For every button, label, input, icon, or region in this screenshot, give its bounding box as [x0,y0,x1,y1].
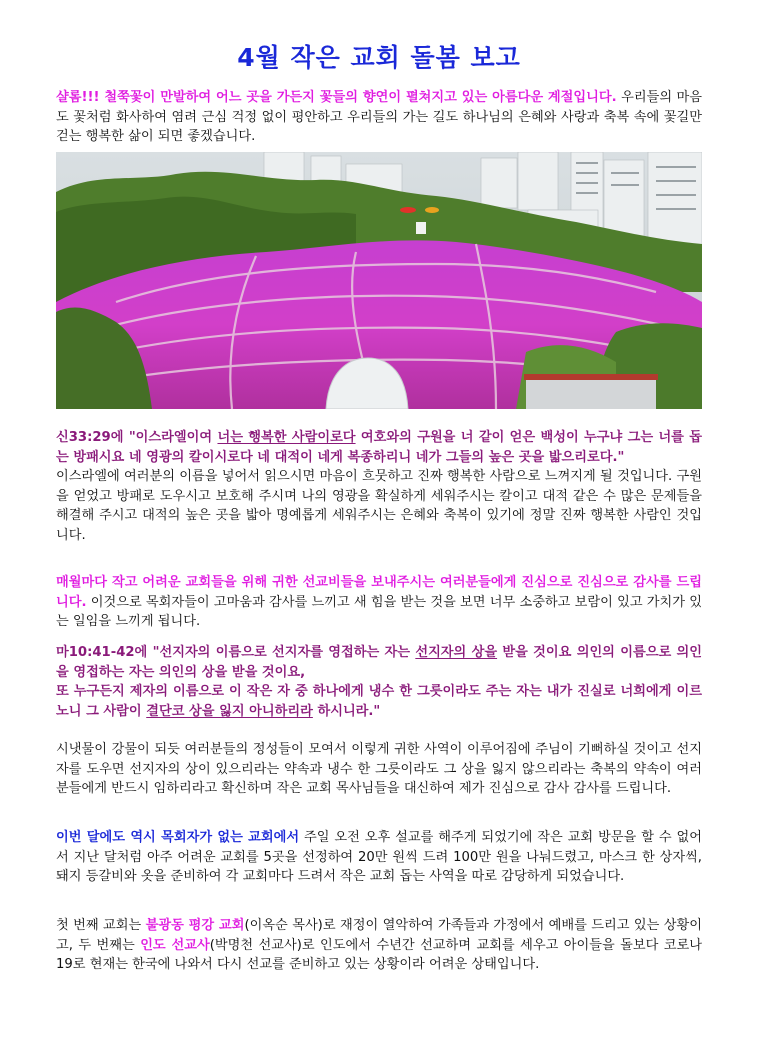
intro-highlight: 샬롬!!! 철쭉꽃이 만발하여 어느 곳을 가든지 꽃들의 향연이 펼쳐지고 있는 아름다운 계절입니다. [56,90,617,105]
promise-paragraph [56,740,702,799]
verse-2-quote-underline-a: 선지자의 상을 [415,645,498,660]
church-2-name: 인도 선교사 [140,937,210,953]
verse-1-paragraph [56,428,702,546]
promise-body: 시냇물이 강물이 되듯 여러분들의 정성들이 모여서 이렇게 귀한 사역이 이루어짐에 주님이 기뻐하실 것이고 선지자를 도우면 선지자의 상이 있으리라는 약속과 냉수 한 그릇이라도 그 상을 잃지 않으리라는 축복의 약속이 여러분들에게 반드시 임하리라고 확신하며 작은 교회 목사님들을 대신하여 제가 진심으로 감사 감사를 드립니다. [56,742,702,797]
month-paragraph [56,828,702,887]
verse-2-quote-c: 또 누구든지 제자의 이름으로 이 작은 자 중 하나에게 냉수 한 그릇이라도 주는 자는 내가 진실로 너희에게 이르노니 그 사람이 [56,684,702,719]
verse-2-paragraph [56,643,702,721]
churches-text-2: (이옥순 목사)로 재정이 열악하여 가족들과 가정에서 예배를 드리고 있는 상황이고, 두 번째는 [56,918,703,953]
verse-2-quote-underline-b: 결단코 상을 잃지 아니하리라 [146,703,313,719]
verse-1-body: 이스라엘에 여러분의 이름을 넣어서 읽으시면 마음이 흐뭇하고 진짜 행복한 사람으로 느껴지게 될 것입니다. 구원을 얻었고 방패로 도우시고 보호해 주시며 나의 영광을 확실하게 세워주시는 칼이고 대적 같은 수 많은 문제들을 해결해 주시고 대적의 높은 곳을 밟아 명예롭게 세워주시는 은혜와 축복이 있기에 정말 진짜 행복한 사람인 것입니다. [56,469,702,543]
verse-1-quote-underline: 너는 행복한 사람이로다 [217,430,356,445]
verse-2-ref: 마10:41-42에 [56,645,153,660]
verse-2-quote-b: 받을 것이요 의인의 이름으로 의인을 영접하는 자는 의인의 상을 받을 것이요, [56,645,702,680]
verse-2-quote-a: "선지자의 이름으로 선지자를 영접하는 자는 [152,645,416,660]
thanks-highlight: 매월마다 작고 어려운 교회들을 위해 귀한 선교비들을 보내주시는 여러분들에게 진심으로 진심으로 감사를 드립니다. [56,575,702,610]
page-title: 4월 작은 교회 돌봄 보고 [237,43,521,72]
verse-1-ref: 신33:29에 [56,430,129,445]
thanks-body: 이것으로 목회자들이 고마움과 감사를 느끼고 새 힘을 받는 것을 보면 너무 소중하고 보람이 있고 가치가 있는 일임을 느끼게 됩니다. [56,594,702,630]
churches-paragraph [56,916,702,975]
verse-1-quote-b: 여호와의 구원을 너 같이 얻은 백성이 누구냐 그는 너를 돕는 방패시요 네 영광의 칼이시로다 네 대적이 네게 복종하리니 네가 그들의 높은 곳을 밟으리로다." [56,430,703,465]
church-1-name: 불광동 평강 교회 [145,918,245,933]
verse-1-quote-a: "이스라엘이여 [128,430,218,445]
intro-paragraph [56,88,702,147]
intro-body: 우리들의 마음도 꽃처럼 화사하여 염려 근심 걱정 없이 평안하고 우리들의 가는 길도 하나님의 은혜와 사랑과 축복 속에 꽃길만 걷는 행복한 삶이 되면 좋겠습니다. [56,90,703,145]
verse-2-quote-d: 하시니라." [312,703,381,719]
month-highlight: 이번 달에도 역시 목회자가 없는 교회에서 [56,830,300,845]
thanks-paragraph [56,573,702,632]
azalea-hill-photo [56,152,702,409]
churches-text-3: (박명천 선교사)로 인도에서 수년간 선교하며 교회를 세우고 아이들을 돌보다 코로나 19로 현재는 한국에 나와서 다시 선교를 준비하고 있는 상황이라 어려운 상태입니다. [56,937,702,973]
churches-text-1: 첫 번째 교회는 [56,918,146,933]
month-body: 주일 오전 오후 설교를 해주게 되었기에 작은 교회 방문을 할 수 없어서 지난 달처럼 아주 어려운 교회를 5곳을 선정하여 20만 원씩 드려 100만 원을 나눠드렸고, 마스크 한 상자씩, 돼지 등갈비와 옷을 준비하여 각 교회마다 드려서 작은 교회 돕는 사역을 따로 감당하게 되었습니다. [56,830,702,885]
